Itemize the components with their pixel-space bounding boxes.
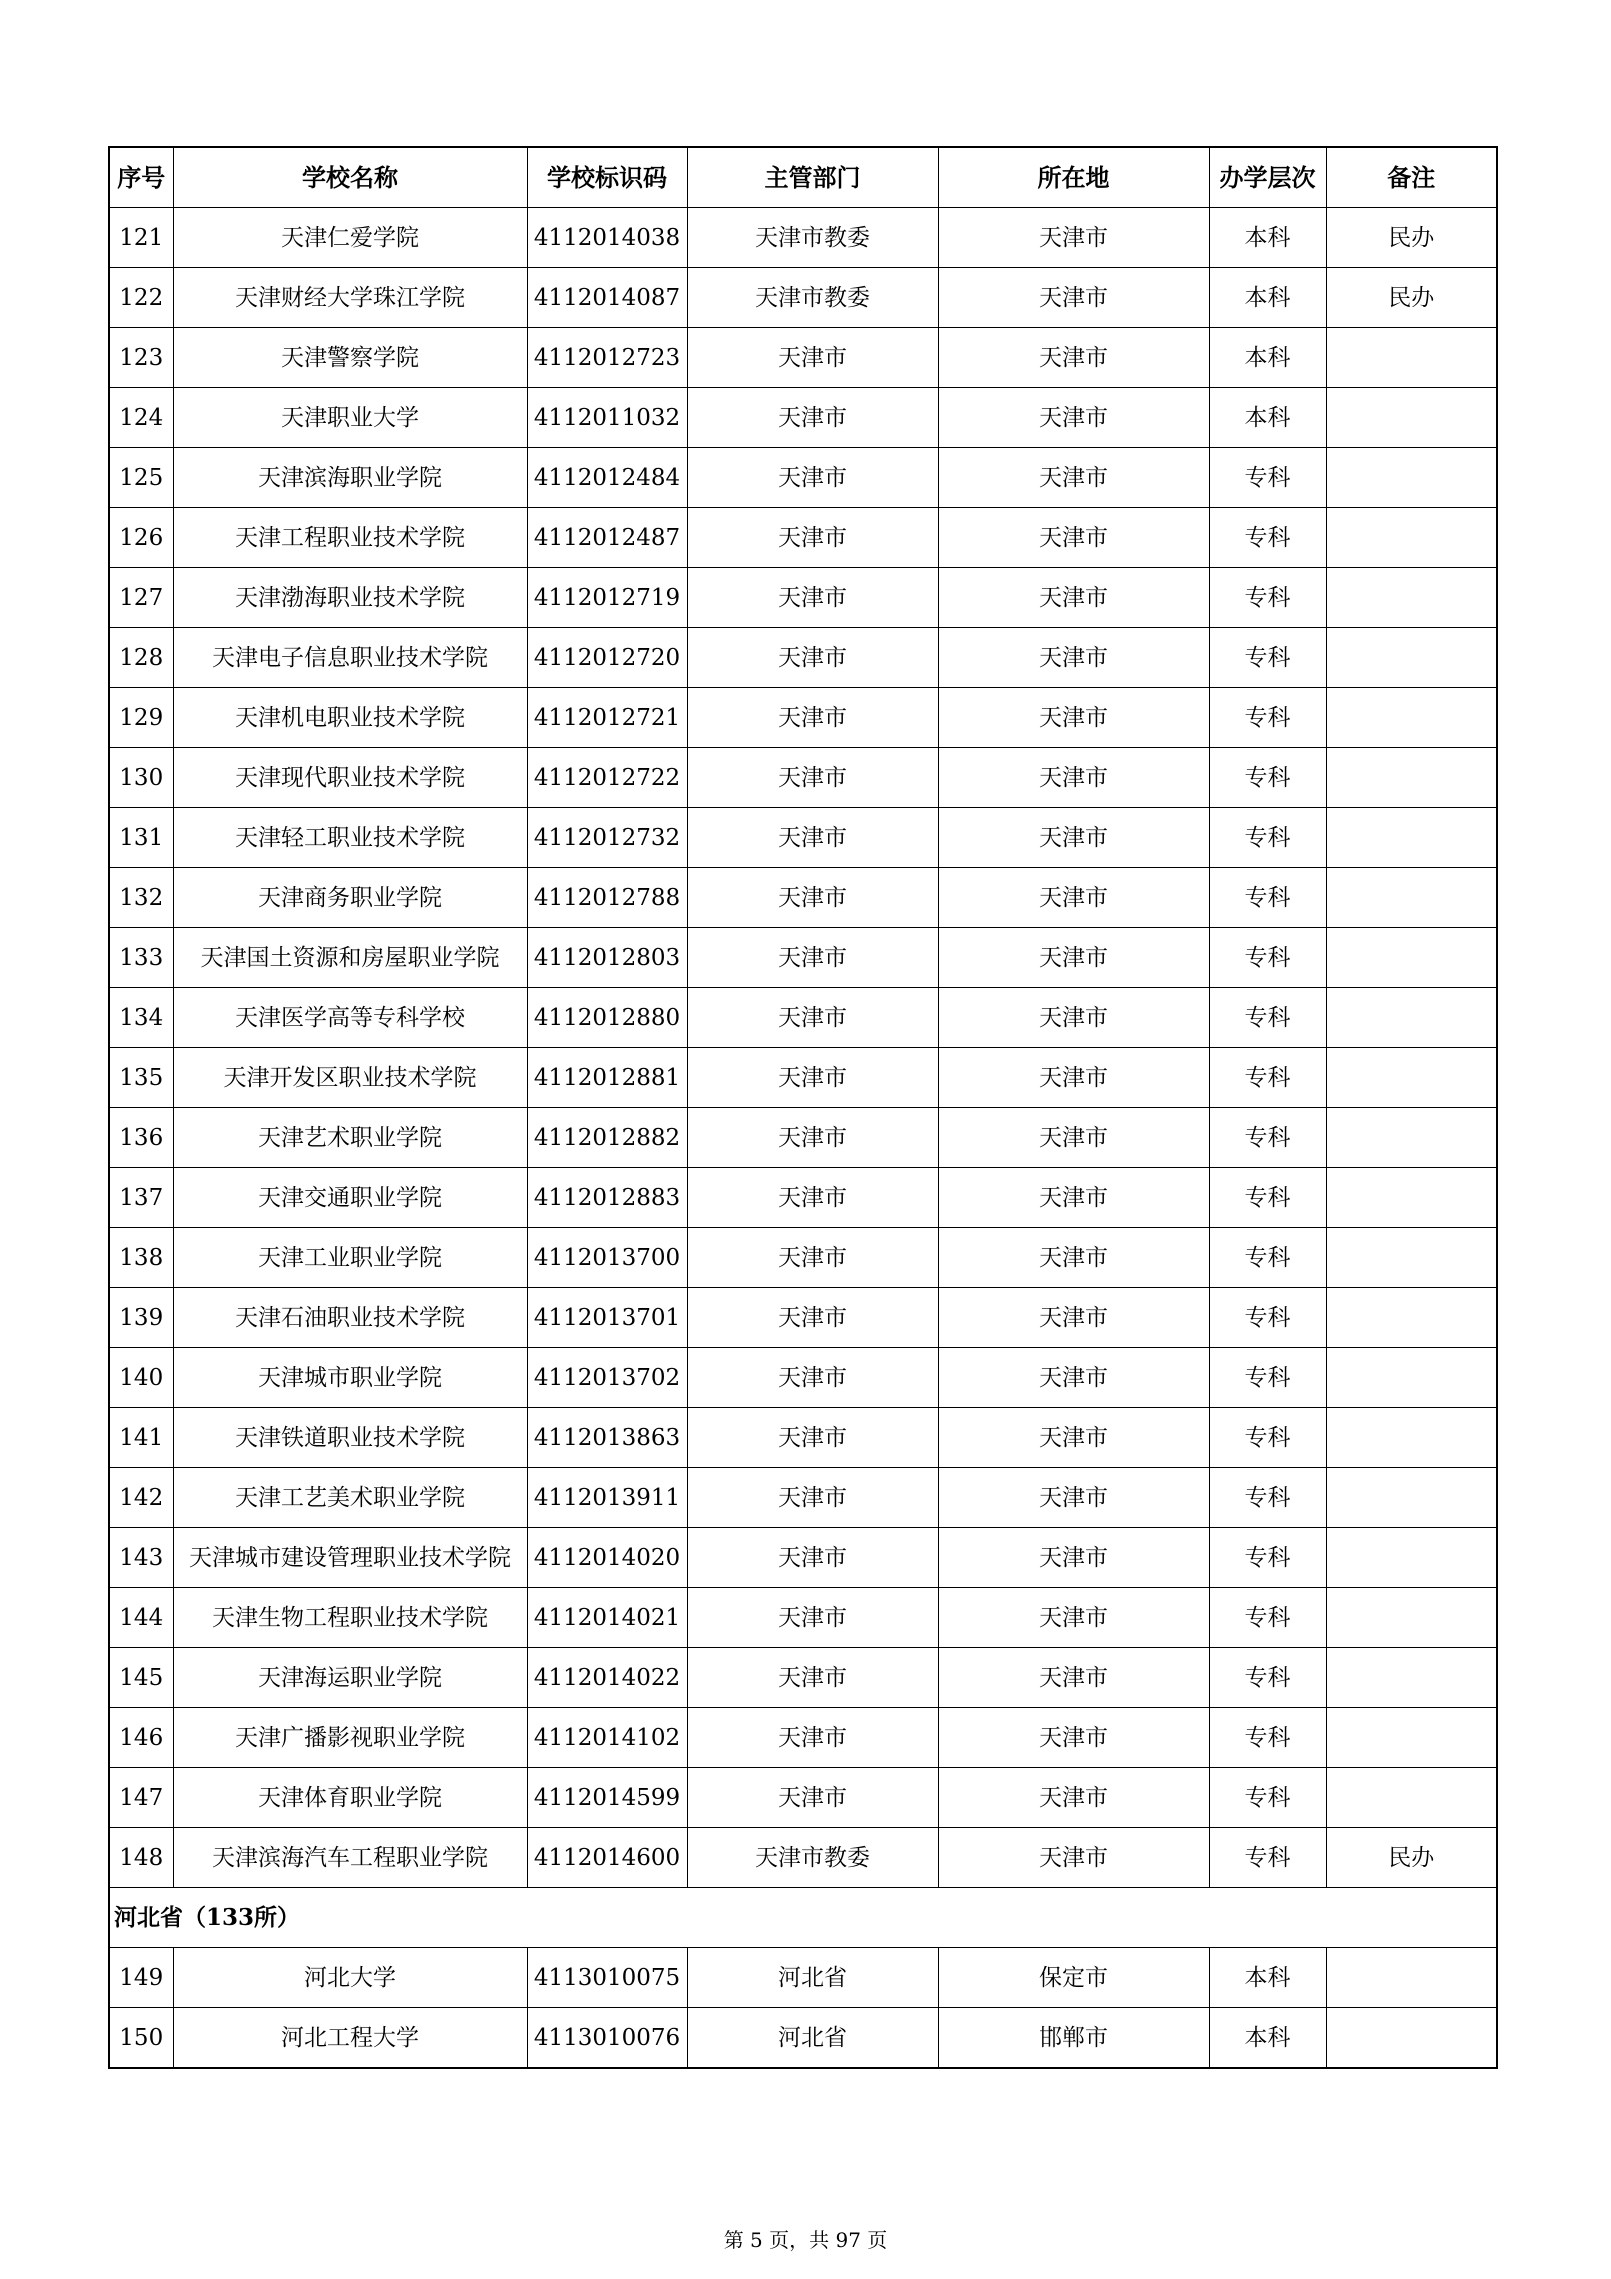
cell-department: 天津市教委 — [687, 1828, 938, 1888]
cell-department: 天津市 — [687, 388, 938, 448]
cell-location: 天津市 — [938, 1048, 1209, 1108]
cell-school-name: 天津生物工程职业技术学院 — [173, 1588, 527, 1648]
cell-school-name: 天津现代职业技术学院 — [173, 748, 527, 808]
cell-department: 天津市 — [687, 628, 938, 688]
cell-no: 142 — [109, 1468, 173, 1528]
cell-note — [1326, 1348, 1497, 1408]
table-row — [109, 1648, 1497, 1708]
cell-level: 专科 — [1209, 1108, 1326, 1168]
cell-school-code: 4113010076 — [527, 2008, 687, 2069]
section-row — [109, 1888, 1497, 1948]
cell-note — [1326, 1228, 1497, 1288]
table-row — [109, 1288, 1497, 1348]
cell-no: 122 — [109, 268, 173, 328]
table-row — [109, 808, 1497, 868]
cell-school-name: 天津工程职业技术学院 — [173, 508, 527, 568]
cell-school-name: 天津石油职业技术学院 — [173, 1288, 527, 1348]
cell-note — [1326, 1408, 1497, 1468]
cell-school-name: 天津滨海汽车工程职业学院 — [173, 1828, 527, 1888]
cell-level: 专科 — [1209, 808, 1326, 868]
cell-school-code: 4112011032 — [527, 388, 687, 448]
cell-department: 天津市 — [687, 328, 938, 388]
cell-level: 专科 — [1209, 1288, 1326, 1348]
cell-note — [1326, 508, 1497, 568]
cell-department: 天津市 — [687, 748, 938, 808]
cell-level: 专科 — [1209, 1588, 1326, 1648]
cell-no: 121 — [109, 208, 173, 268]
table-row — [109, 268, 1497, 328]
cell-department: 天津市 — [687, 928, 938, 988]
cell-no: 125 — [109, 448, 173, 508]
cell-department: 天津市 — [687, 1468, 938, 1528]
table-row — [109, 1528, 1497, 1588]
cell-school-code: 4112012882 — [527, 1108, 687, 1168]
cell-note — [1326, 748, 1497, 808]
col-header-city: 所在地 — [938, 147, 1209, 208]
cell-school-code: 4112012720 — [527, 628, 687, 688]
cell-school-name: 天津艺术职业学院 — [173, 1108, 527, 1168]
cell-no: 131 — [109, 808, 173, 868]
cell-no: 133 — [109, 928, 173, 988]
cell-school-code: 4112014021 — [527, 1588, 687, 1648]
cell-level: 专科 — [1209, 628, 1326, 688]
cell-location: 天津市 — [938, 1828, 1209, 1888]
cell-school-code: 4112012788 — [527, 868, 687, 928]
cell-department: 天津市 — [687, 1108, 938, 1168]
cell-school-code: 4112013700 — [527, 1228, 687, 1288]
schools-table — [108, 146, 1498, 2069]
cell-school-code: 4112012880 — [527, 988, 687, 1048]
cell-no: 138 — [109, 1228, 173, 1288]
cell-no: 136 — [109, 1108, 173, 1168]
cell-note — [1326, 1648, 1497, 1708]
cell-level: 专科 — [1209, 508, 1326, 568]
cell-school-name: 天津铁道职业技术学院 — [173, 1408, 527, 1468]
cell-location: 天津市 — [938, 1228, 1209, 1288]
cell-school-name: 天津商务职业学院 — [173, 868, 527, 928]
col-header-dept: 主管部门 — [687, 147, 938, 208]
cell-school-code: 4112012803 — [527, 928, 687, 988]
table-row — [109, 568, 1497, 628]
cell-department: 天津市 — [687, 448, 938, 508]
cell-school-code: 4112013702 — [527, 1348, 687, 1408]
cell-school-name: 天津电子信息职业技术学院 — [173, 628, 527, 688]
cell-level: 专科 — [1209, 568, 1326, 628]
cell-location: 天津市 — [938, 448, 1209, 508]
section-label: 河北省（133所） — [109, 1888, 1497, 1948]
cell-location: 天津市 — [938, 1168, 1209, 1228]
cell-department: 天津市 — [687, 868, 938, 928]
cell-level: 专科 — [1209, 1828, 1326, 1888]
cell-no: 130 — [109, 748, 173, 808]
cell-level: 专科 — [1209, 1468, 1326, 1528]
cell-location: 天津市 — [938, 208, 1209, 268]
cell-no: 143 — [109, 1528, 173, 1588]
cell-level: 本科 — [1209, 208, 1326, 268]
cell-location: 天津市 — [938, 748, 1209, 808]
table-row — [109, 1588, 1497, 1648]
cell-department: 天津市教委 — [687, 208, 938, 268]
cell-department: 天津市 — [687, 808, 938, 868]
table-row — [109, 688, 1497, 748]
col-header-note: 备注 — [1326, 147, 1497, 208]
cell-note — [1326, 1468, 1497, 1528]
cell-no: 140 — [109, 1348, 173, 1408]
cell-department: 天津市 — [687, 1768, 938, 1828]
table-row — [109, 1468, 1497, 1528]
table-row — [109, 1348, 1497, 1408]
cell-note: 民办 — [1326, 268, 1497, 328]
cell-school-code: 4112014102 — [527, 1708, 687, 1768]
cell-no: 145 — [109, 1648, 173, 1708]
cell-location: 天津市 — [938, 688, 1209, 748]
table-row — [109, 748, 1497, 808]
cell-school-name: 天津国土资源和房屋职业学院 — [173, 928, 527, 988]
cell-no: 132 — [109, 868, 173, 928]
cell-note — [1326, 1288, 1497, 1348]
cell-note — [1326, 1168, 1497, 1228]
cell-note — [1326, 1768, 1497, 1828]
col-header-level: 办学层次 — [1209, 147, 1326, 208]
cell-location: 天津市 — [938, 508, 1209, 568]
cell-school-name: 天津渤海职业技术学院 — [173, 568, 527, 628]
cell-school-code: 4113010075 — [527, 1948, 687, 2008]
table-row — [109, 448, 1497, 508]
cell-location: 天津市 — [938, 328, 1209, 388]
cell-school-code: 4112014600 — [527, 1828, 687, 1888]
cell-school-code: 4112013701 — [527, 1288, 687, 1348]
cell-level: 专科 — [1209, 748, 1326, 808]
cell-no: 128 — [109, 628, 173, 688]
cell-school-code: 4112014020 — [527, 1528, 687, 1588]
cell-school-code: 4112014599 — [527, 1768, 687, 1828]
table-row — [109, 868, 1497, 928]
cell-level: 本科 — [1209, 328, 1326, 388]
cell-school-name: 天津广播影视职业学院 — [173, 1708, 527, 1768]
cell-location: 天津市 — [938, 628, 1209, 688]
table-row — [109, 1828, 1497, 1888]
cell-note — [1326, 1948, 1497, 2008]
cell-department: 天津市 — [687, 1648, 938, 1708]
cell-level: 本科 — [1209, 388, 1326, 448]
cell-level: 专科 — [1209, 928, 1326, 988]
cell-department: 天津市 — [687, 1048, 938, 1108]
cell-note — [1326, 1108, 1497, 1168]
cell-school-name: 天津职业大学 — [173, 388, 527, 448]
cell-level: 专科 — [1209, 1768, 1326, 1828]
cell-no: 147 — [109, 1768, 173, 1828]
cell-school-name: 天津财经大学珠江学院 — [173, 268, 527, 328]
cell-school-name: 天津滨海职业学院 — [173, 448, 527, 508]
cell-level: 专科 — [1209, 1708, 1326, 1768]
cell-no: 137 — [109, 1168, 173, 1228]
col-header-name: 学校名称 — [173, 147, 527, 208]
cell-department: 天津市 — [687, 1708, 938, 1768]
cell-note — [1326, 988, 1497, 1048]
cell-note — [1326, 328, 1497, 388]
cell-no: 126 — [109, 508, 173, 568]
cell-school-code: 4112012484 — [527, 448, 687, 508]
cell-no: 129 — [109, 688, 173, 748]
cell-school-code: 4112014087 — [527, 268, 687, 328]
cell-level: 专科 — [1209, 688, 1326, 748]
cell-department: 河北省 — [687, 2008, 938, 2069]
cell-level: 本科 — [1209, 1948, 1326, 2008]
cell-no: 150 — [109, 2008, 173, 2069]
cell-location: 天津市 — [938, 1408, 1209, 1468]
cell-note — [1326, 568, 1497, 628]
cell-note: 民办 — [1326, 1828, 1497, 1888]
cell-school-code: 4112012722 — [527, 748, 687, 808]
cell-level: 本科 — [1209, 268, 1326, 328]
cell-location: 天津市 — [938, 1588, 1209, 1648]
cell-level: 专科 — [1209, 1168, 1326, 1228]
cell-no: 141 — [109, 1408, 173, 1468]
cell-location: 天津市 — [938, 1348, 1209, 1408]
cell-note — [1326, 388, 1497, 448]
cell-school-name: 天津工艺美术职业学院 — [173, 1468, 527, 1528]
cell-location: 天津市 — [938, 988, 1209, 1048]
cell-location: 保定市 — [938, 1948, 1209, 2008]
cell-location: 天津市 — [938, 568, 1209, 628]
cell-school-name: 天津交通职业学院 — [173, 1168, 527, 1228]
cell-department: 天津市 — [687, 1228, 938, 1288]
cell-department: 天津市 — [687, 568, 938, 628]
cell-school-name: 天津海运职业学院 — [173, 1648, 527, 1708]
table-row — [109, 208, 1497, 268]
cell-no: 139 — [109, 1288, 173, 1348]
cell-school-code: 4112012487 — [527, 508, 687, 568]
cell-school-code: 4112012719 — [527, 568, 687, 628]
cell-no: 134 — [109, 988, 173, 1048]
col-header-code: 学校标识码 — [527, 147, 687, 208]
cell-note — [1326, 1588, 1497, 1648]
cell-location: 天津市 — [938, 268, 1209, 328]
table-row — [109, 988, 1497, 1048]
cell-school-name: 天津警察学院 — [173, 328, 527, 388]
cell-location: 天津市 — [938, 1648, 1209, 1708]
cell-school-code: 4112014022 — [527, 1648, 687, 1708]
cell-department: 天津市教委 — [687, 268, 938, 328]
table-row — [109, 928, 1497, 988]
cell-school-name: 天津机电职业技术学院 — [173, 688, 527, 748]
table-row — [109, 1708, 1497, 1768]
table-row — [109, 1168, 1497, 1228]
cell-school-code: 4112012721 — [527, 688, 687, 748]
cell-school-name: 天津轻工职业技术学院 — [173, 808, 527, 868]
table-row — [109, 1228, 1497, 1288]
cell-department: 天津市 — [687, 1528, 938, 1588]
cell-location: 天津市 — [938, 1108, 1209, 1168]
header-row — [109, 147, 1497, 208]
cell-school-code: 4112012883 — [527, 1168, 687, 1228]
cell-school-name: 河北大学 — [173, 1948, 527, 2008]
cell-note — [1326, 868, 1497, 928]
cell-school-code: 4112013911 — [527, 1468, 687, 1528]
cell-level: 本科 — [1209, 2008, 1326, 2069]
cell-department: 天津市 — [687, 688, 938, 748]
cell-location: 天津市 — [938, 1288, 1209, 1348]
page-footer: 第 5 页，共 97 页 — [723, 2228, 888, 2252]
cell-location: 天津市 — [938, 388, 1209, 448]
cell-no: 146 — [109, 1708, 173, 1768]
cell-department: 天津市 — [687, 1348, 938, 1408]
cell-school-name: 天津城市职业学院 — [173, 1348, 527, 1408]
cell-note: 民办 — [1326, 208, 1497, 268]
cell-location: 天津市 — [938, 928, 1209, 988]
cell-department: 天津市 — [687, 1168, 938, 1228]
cell-note — [1326, 808, 1497, 868]
cell-level: 专科 — [1209, 1048, 1326, 1108]
table-row — [109, 2008, 1497, 2069]
cell-level: 专科 — [1209, 1348, 1326, 1408]
cell-school-code: 4112012723 — [527, 328, 687, 388]
cell-school-name: 天津城市建设管理职业技术学院 — [173, 1528, 527, 1588]
cell-no: 124 — [109, 388, 173, 448]
table-row — [109, 328, 1497, 388]
cell-level: 专科 — [1209, 868, 1326, 928]
table-row — [109, 1408, 1497, 1468]
col-header-no: 序号 — [109, 147, 173, 208]
cell-no: 149 — [109, 1948, 173, 2008]
cell-school-name: 天津体育职业学院 — [173, 1768, 527, 1828]
cell-level: 专科 — [1209, 1528, 1326, 1588]
cell-level: 专科 — [1209, 988, 1326, 1048]
cell-location: 天津市 — [938, 1528, 1209, 1588]
cell-note — [1326, 688, 1497, 748]
cell-school-name: 天津工业职业学院 — [173, 1228, 527, 1288]
cell-location: 天津市 — [938, 808, 1209, 868]
cell-school-name: 河北工程大学 — [173, 2008, 527, 2069]
cell-level: 专科 — [1209, 1648, 1326, 1708]
table-row — [109, 388, 1497, 448]
cell-no: 144 — [109, 1588, 173, 1648]
table-row — [109, 1948, 1497, 2008]
cell-level: 专科 — [1209, 1408, 1326, 1468]
cell-department: 天津市 — [687, 1408, 938, 1468]
cell-note — [1326, 628, 1497, 688]
cell-department: 天津市 — [687, 1288, 938, 1348]
cell-department: 天津市 — [687, 508, 938, 568]
cell-no: 135 — [109, 1048, 173, 1108]
cell-school-code: 4112013863 — [527, 1408, 687, 1468]
cell-school-code: 4112014038 — [527, 208, 687, 268]
table-row — [109, 1108, 1497, 1168]
cell-level: 专科 — [1209, 1228, 1326, 1288]
cell-location: 天津市 — [938, 1468, 1209, 1528]
cell-department: 天津市 — [687, 988, 938, 1048]
cell-department: 天津市 — [687, 1588, 938, 1648]
cell-no: 148 — [109, 1828, 173, 1888]
table-row — [109, 628, 1497, 688]
cell-note — [1326, 1048, 1497, 1108]
cell-note — [1326, 928, 1497, 988]
table-row — [109, 1048, 1497, 1108]
cell-no: 123 — [109, 328, 173, 388]
cell-department: 河北省 — [687, 1948, 938, 2008]
table-row — [109, 508, 1497, 568]
cell-school-name: 天津仁爱学院 — [173, 208, 527, 268]
cell-no: 127 — [109, 568, 173, 628]
cell-note — [1326, 448, 1497, 508]
cell-school-name: 天津开发区职业技术学院 — [173, 1048, 527, 1108]
cell-note — [1326, 1708, 1497, 1768]
table-row — [109, 1768, 1497, 1828]
cell-note — [1326, 1528, 1497, 1588]
cell-school-code: 4112012732 — [527, 808, 687, 868]
cell-location: 天津市 — [938, 868, 1209, 928]
cell-location: 天津市 — [938, 1708, 1209, 1768]
cell-location: 天津市 — [938, 1768, 1209, 1828]
cell-note — [1326, 2008, 1497, 2069]
cell-location: 邯郸市 — [938, 2008, 1209, 2069]
cell-school-name: 天津医学高等专科学校 — [173, 988, 527, 1048]
cell-level: 专科 — [1209, 448, 1326, 508]
cell-school-code: 4112012881 — [527, 1048, 687, 1108]
